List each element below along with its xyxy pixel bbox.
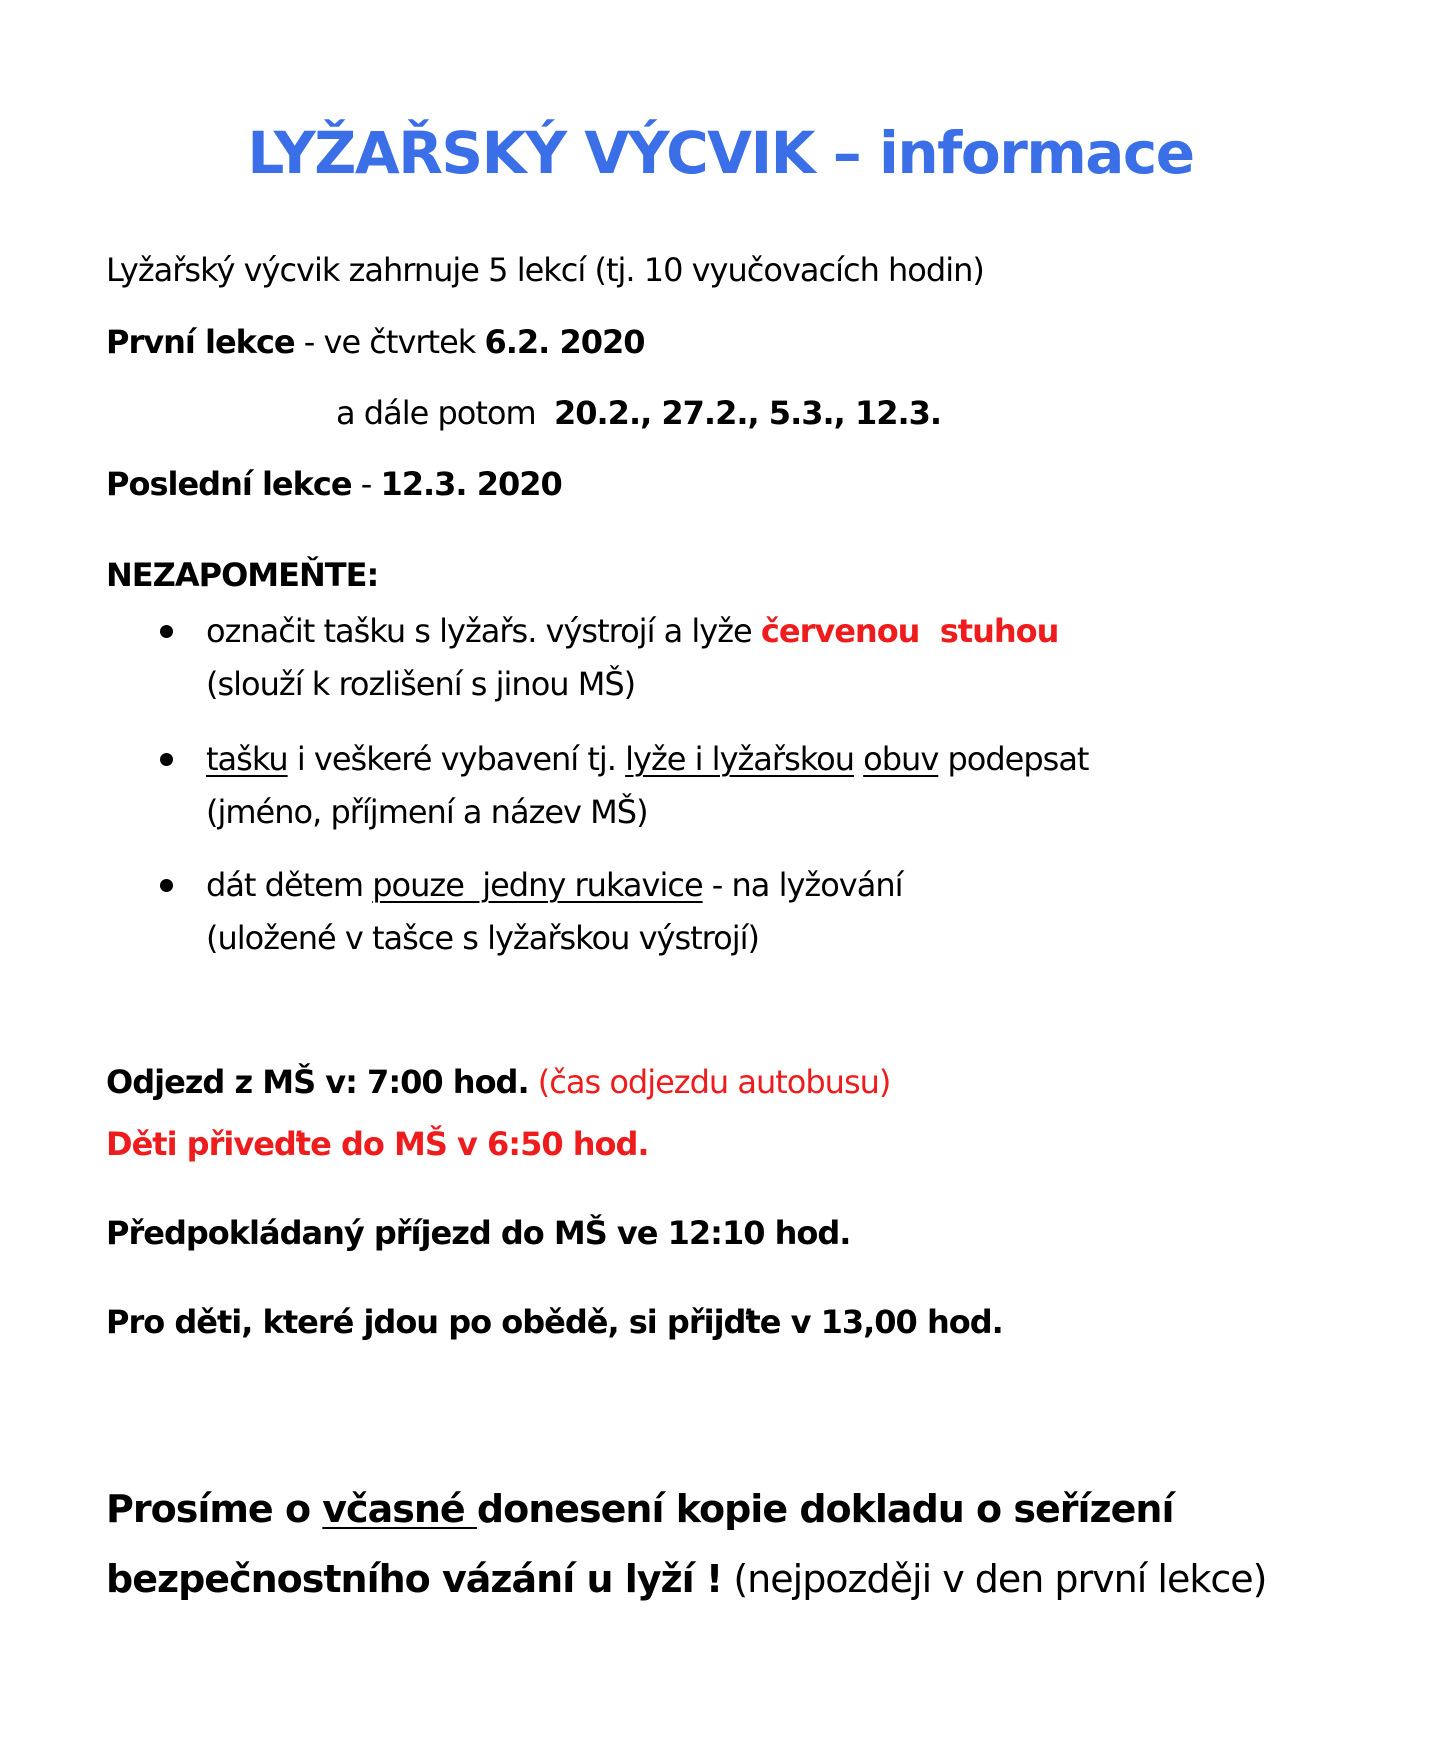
bullet-dot [160,879,173,892]
bullet-1-red-text: červenou stuhou [760,612,1059,650]
last-lesson-line [106,464,562,504]
request-text-d: (nejpozději v den první lekce) [722,1557,1267,1601]
arrival-line: Předpokládaný příjezd do MŠ ve 12:10 hod. [106,1214,851,1252]
bullet-2-line-1 [206,739,1088,779]
bullet-2-line-2: (jméno, příjmení a název MŠ) [206,793,648,831]
request-text-b: donesení kopie dokladu o seřízení [476,1487,1174,1531]
bullet-1-line-1 [206,611,1058,651]
first-lesson-date: 6.2. 2020 [484,323,645,361]
bring-children-line: Děti přiveďte do MŠ v 6:50 hod. [106,1125,649,1163]
bullet-3-line-1 [206,865,903,905]
reminder-heading: NEZAPOMEŇTE: [106,556,379,594]
bullet-dot [160,625,173,638]
further-dates: 20.2., 27.2., 5.3., 12.3. [553,394,942,432]
bullet-2-underline-3: obuv [863,740,939,778]
last-lesson-sep: - [351,465,381,503]
last-lesson-label: Poslední lekce [106,465,352,503]
request-text-c: bezpečnostního vázání u lyží ! [106,1557,723,1601]
further-label: a dále potom [336,394,554,432]
intro-line: Lyžařský výcvik zahrnuje 5 lekcí (tj. 10 vyučovacích hodin) [106,251,984,289]
first-lesson-line [106,322,645,362]
first-lesson-label: První lekce [106,323,295,361]
request-underlined: včasné [322,1487,477,1531]
bullet-dot [160,753,173,766]
bullet-3-line-2: (uložené v tašce s lyžařskou výstrojí) [206,919,759,957]
bullet-2-underline-1: tašku [206,740,288,778]
last-lesson-date: 12.3. 2020 [380,465,562,503]
departure-note: (čas odjezdu autobusu) [528,1063,891,1101]
departure-time: Odjezd z MŠ v: 7:00 hod. [106,1063,529,1101]
document-title: LYŽAŘSKÝ VÝCVIK – informace [247,119,1194,187]
bullet-2-text-2 [854,740,863,778]
bullet-3-text-1: dát dětem [206,866,373,904]
request-line-2 [106,1556,1266,1602]
bullet-2-text-1: i veškeré vybavení tj. [287,740,626,778]
request-text-a: Prosíme o [106,1487,323,1531]
further-dates-line [336,393,941,433]
bullet-3-underline: pouze jedny rukavice [372,866,703,904]
bullet-3-text-2: - na lyžování [702,866,903,904]
bullet-1-line-2: (slouží k rozlišení s jinou MŠ) [206,665,636,703]
departure-line [106,1062,890,1102]
first-lesson-sep: - ve čtvrtek [294,323,485,361]
bullet-1-text: označit tašku s lyžařs. výstrojí a lyže [206,612,761,650]
bullet-2-text-3: podepsat [938,740,1089,778]
request-line-1 [106,1486,1174,1532]
pickup-line: Pro děti, které jdou po obědě, si přijďte v 13,00 hod. [106,1303,1003,1341]
bullet-2-underline-2: lyže i lyžařskou [625,740,854,778]
